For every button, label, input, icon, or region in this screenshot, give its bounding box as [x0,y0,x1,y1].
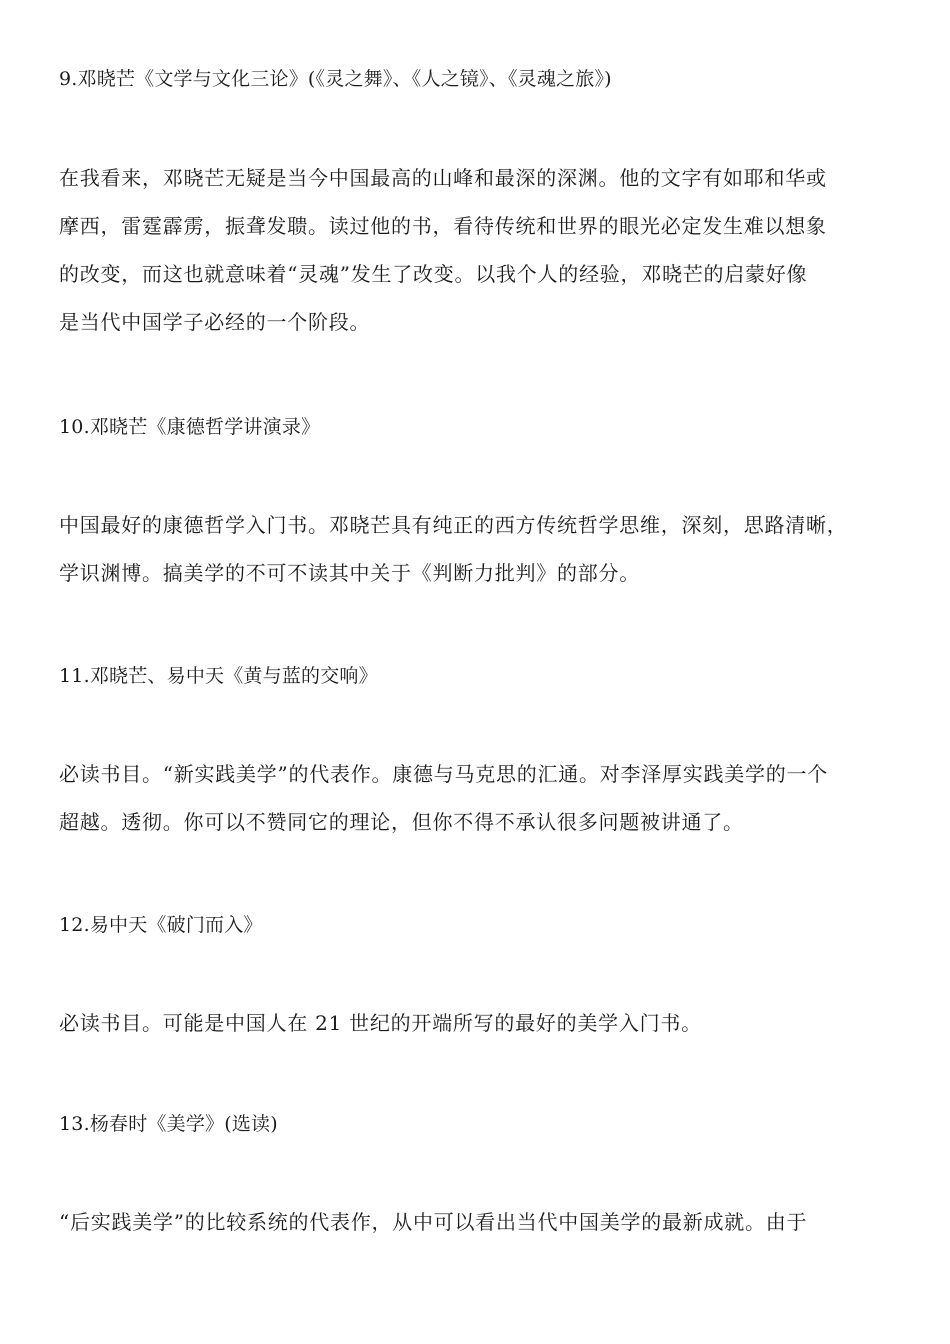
body-line: 必读书目。可能是中国人在 21 世纪的开端所写的最好的美学入门书。 [59,1011,702,1035]
section-body-9 [59,154,894,346]
body-line: 是当代中国学子必经的一个阶段。 [59,310,371,334]
body-line: 的改变，而这也就意味着“灵魂”发生了改变。以我个人的经验，邓晓芒的启蒙好像 [59,262,808,286]
section-heading-11: 11.邓晓芒、易中天《黄与蓝的交响》 [59,665,378,687]
body-line: 必读书目。“新实践美学”的代表作。康德与马克思的汇通。对李泽厚实践美学的一个 [59,762,828,786]
body-line: 学识渊博。搞美学的不可不读其中关于《判断力批判》的部分。 [59,561,640,585]
section-heading-9: 9.邓晓芒《文学与文化三论》(《灵之舞》、《人之镜》、《灵魂之旅》) [59,68,612,90]
body-line: 在我看来，邓晓芒无疑是当今中国最高的山峰和最深的深渊。他的文字有如耶和华或 [59,166,827,190]
body-line: “后实践美学”的比较系统的代表作，从中可以看出当代中国美学的最新成就。由于 [59,1210,808,1234]
body-line: 摩西，雷霆霹雳，振聋发聩。读过他的书，看待传统和世界的眼光必定发生难以想象 [59,214,827,238]
section-body-11 [59,750,894,846]
section-body-13 [59,1198,894,1246]
section-body-10 [59,501,894,597]
section-heading-12: 12.易中天《破门而入》 [59,914,263,936]
body-line: 中国最好的康德哲学入门书。邓晓芒具有纯正的西方传统哲学思维，深刻，思路清晰， [59,513,848,537]
section-body-12 [59,999,894,1047]
body-line: 超越。透彻。你可以不赞同它的理论，但你不得不承认很多问题被讲通了。 [59,810,744,834]
section-heading-13: 13.杨春时《美学》(选读) [59,1113,278,1135]
section-heading-10: 10.邓晓芒《康德哲学讲演录》 [59,416,321,438]
